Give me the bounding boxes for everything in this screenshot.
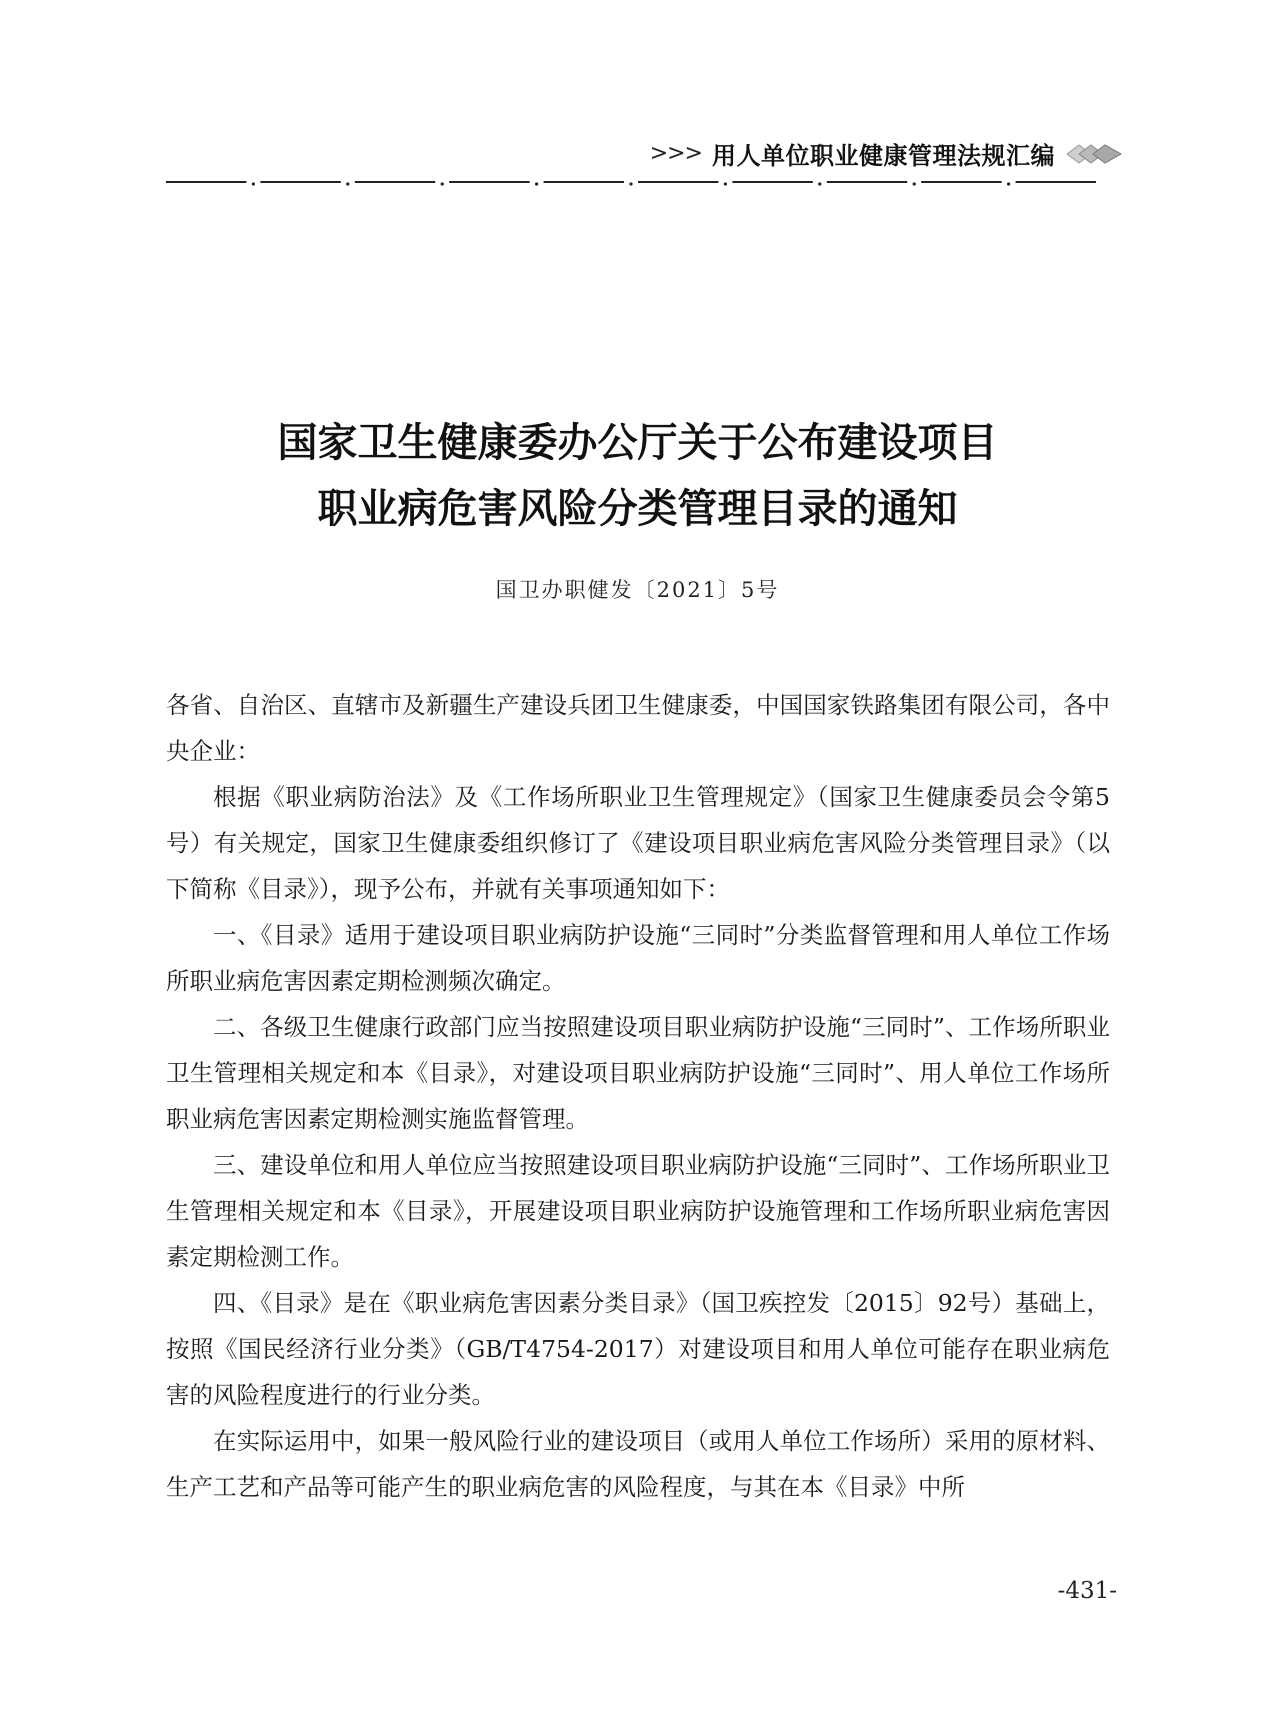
rule-segment [827,181,907,183]
document-title [0,410,1275,542]
rule-segment [732,181,812,183]
paragraph: 二、各级卫生健康行政部门应当按照建设项目职业病防护设施“三同时”、工作场所职业卫生管理相关规定和本《目录》，对建设项目职业病防护设施“三同时”、用人单位工作场所职业病危害因素定期检测实施监督管理。 [166,1013,1110,1133]
rule-dot [629,182,632,185]
paragraph: 一、《目录》适用于建设项目职业病防护设施“三同时”分类监督管理和用人单位工作场所职业病危害因素定期检测频次确定。 [166,921,1110,995]
rule-dot [252,182,255,185]
rule-dot [818,182,821,185]
header-title: 用人单位职业健康管理法规汇编 [712,142,1055,170]
header-arrows: >>> [649,141,702,166]
rule-dot [535,182,538,185]
diamond-ornament-icon [1065,142,1123,166]
rule-dot [1007,182,1010,185]
body-text [166,682,1110,1510]
rule-segment [544,181,624,183]
title-line: 职业病危害风险分类管理目录的通知 [317,486,958,532]
rule-dot [724,182,727,185]
paragraph: 根据《职业病防治法》及《工作场所职业卫生管理规定》（国家卫生健康委员会令第5号）有关规定，国家卫生健康委组织修订了《建设项目职业病危害风险分类管理目录》（以下简称《目录》），现予公布，并就有关事项通知如下： [166,783,1110,903]
paragraph: 四、《目录》是在《职业病危害因素分类目录》（国卫疾控发〔2015〕92号）基础上，按照《国民经济行业分类》（GB/T4754-2017）对建设项目和用人单位可能存在职业病危害的风险程度进行的行业分类。 [166,1289,1110,1409]
salutation: 各省、自治区、直辖市及新疆生产建设兵团卫生健康委，中国国家铁路集团有限公司，各中央企业： [166,691,1110,765]
rule-segment [449,181,529,183]
rule-segment [166,181,246,183]
paragraph: 三、建设单位和用人单位应当按照建设项目职业病防护设施“三同时”、工作场所职业卫生管理相关规定和本《目录》，开展建设项目职业病防护设施管理和工作场所职业病危害因素定期检测工作。 [166,1151,1110,1271]
rule-dot [913,182,916,185]
rule-segment [1016,181,1096,183]
rule-segment [921,181,1001,183]
rule-segment [355,181,435,183]
rule-dot [346,182,349,185]
header-divider [166,178,1110,186]
rule-segment [638,181,718,183]
running-header [650,136,1123,171]
rule-segment [260,181,340,183]
rule-dot [441,182,444,185]
paragraph: 在实际运用中，如果一般风险行业的建设项目（或用人单位工作场所）采用的原材料、生产工艺和产品等可能产生的职业病危害的风险程度，与其在本《目录》中所 [166,1427,1110,1501]
document-number: 国卫办职健发〔2021〕5号 [495,578,780,602]
page-number: -431- [1057,1578,1117,1604]
title-line: 国家卫生健康委办公厅关于公布建设项目 [277,420,998,466]
